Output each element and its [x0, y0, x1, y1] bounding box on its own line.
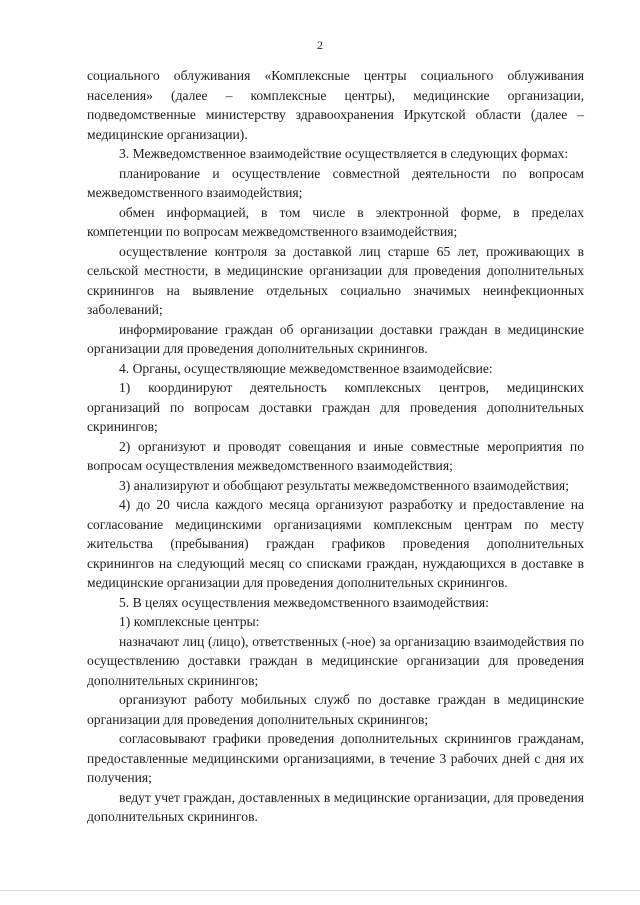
- paragraph-4-item-2: 2) организуют и проводят совещания и иные совместные мероприятия по вопросам осуществления межведомственного взаимодействия;: [87, 438, 584, 473]
- page-number: 2: [317, 38, 323, 52]
- paragraph-section-5: 5. В целях осуществления межведомственного взаимодействия:: [119, 594, 489, 610]
- paragraph-form-control: осуществление контроля за доставкой лиц старше 65 лет, проживающих в сельской местности, в медицинские организации для проведения дополнительных скринингов на выявление отдельных социально значимых неинфекционных заболеваний;: [87, 243, 584, 317]
- paragraph-5-records: ведут учет граждан, доставленных в медицинские организации, для проведения дополнительных скринингов.: [87, 789, 584, 824]
- paragraph-form-informing: информирование граждан об организации доставки граждан в медицинские организации для проведения дополнительных скринингов.: [87, 321, 584, 356]
- scan-edge-line: [0, 890, 640, 891]
- paragraph-4-item-4: 4) до 20 числа каждого месяца организуют разработку и предоставление на согласование медицинскими организациями комплексным центрам по месту жительства (пребывания) граждан графиков проведения дополнительных скринингов на следующий месяц со списками граждан, нуждающихся в доставке в медицинские организации для проведения дополнительных скринингов.: [87, 497, 584, 590]
- paragraph-section-4: 4. Органы, осуществляющие межведомственное взаимодейсвие:: [119, 360, 493, 376]
- paragraph-4-item-1: 1) координируют деятельность комплексных центров, медицинских организаций по вопросам доставки граждан для проведения дополнительных скринингов;: [87, 380, 584, 434]
- paragraph-5-mobile-services: организуют работу мобильных служб по доставке граждан в медицинские организации для проведения дополнительных скринингов;: [87, 692, 584, 727]
- paragraph-continuation: социального облуживания «Комплексные центры социального облуживания населения» (далее – комплексные центры), медицинские организации, подведомственные министерству здравоохранения Иркутской области (далее – медицинские организации).: [87, 68, 584, 142]
- paragraph-5-appoint: назначают лиц (лицо), ответственных (-ное) за организацию взаимодействия по осуществлению доставки граждан в медицинские организации для проведения дополнительных скринингов;: [87, 633, 584, 688]
- paragraph-form-information-exchange: обмен информацией, в том числе в электронной форме, в пределах компетенции по вопросам межведомственного взаимодействия;: [87, 204, 584, 239]
- paragraph-5-item-1: 1) комплексные центры:: [119, 614, 260, 629]
- document-body: [87, 66, 584, 827]
- paragraph-section-3: 3. Межведомственное взаимодействие осуществляется в следующих формах:: [119, 146, 569, 161]
- paragraph-4-item-3: 3) анализируют и обобщают результаты межведомственного взаимодействия;: [119, 477, 569, 493]
- paragraph-5-approve-schedules: согласовывают графики проведения дополнительных скринингов гражданам, предоставленные медицинскими организациями, в течение 3 рабочих дней с дня их получения;: [87, 731, 584, 785]
- paragraph-form-planning: планирование и осуществление совместной деятельности по вопросам межведомственного взаимодействия;: [87, 165, 584, 200]
